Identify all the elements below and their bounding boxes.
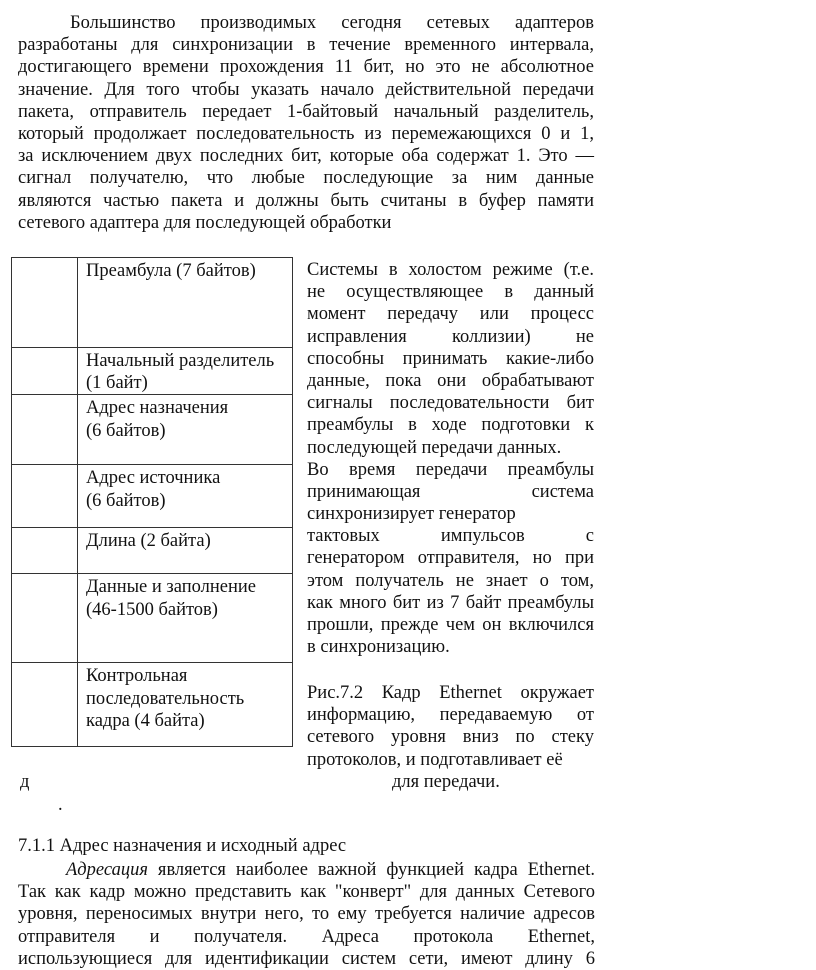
- intro-line: сигнал получателю, что любые последующие за ним данные: [18, 168, 594, 189]
- section-heading: 7.1.1 Адрес назначения и исходный адрес: [18, 836, 347, 856]
- frame-field-blank-cell: [12, 663, 78, 747]
- side-line: данные, пока они обрабатывают: [307, 370, 594, 391]
- side-line: этом получатель не знает о том,: [307, 570, 594, 591]
- frame-field-row: [12, 663, 293, 747]
- body-line: уровня, переносимых внутри него, то ему требуется наличие адресов: [18, 904, 595, 925]
- body-line: Так как кадр можно представить как "конверт" для данных Сетевого: [18, 882, 595, 903]
- side-line: не осуществляющее в данный: [307, 282, 594, 303]
- frame-field-blank-cell: [12, 465, 78, 528]
- side-line: прошли, прежде чем он включился: [307, 615, 594, 635]
- stray-letter: д: [20, 772, 30, 792]
- frame-field-blank-cell: [12, 258, 78, 348]
- body-line: использующиеся для идентификации систем сети, имеют длину 6: [18, 948, 595, 969]
- frame-field-row: [12, 258, 293, 348]
- frame-field-row: [12, 574, 293, 663]
- frame-field-length: Длина (2 байта): [78, 528, 293, 574]
- side-line: как много бит из 7 байт преамбулы: [307, 592, 594, 613]
- stray-dot: .: [58, 795, 63, 815]
- side-line: исправления коллизии) не: [307, 326, 594, 347]
- caption-line: для передачи.: [392, 771, 500, 792]
- italic-term: Адресация: [66, 860, 148, 880]
- ethernet-frame-table: [11, 257, 293, 747]
- intro-line: достигающего времени прохождения 11 бит, но это не абсолютное: [18, 57, 594, 78]
- frame-field-start-delimiter: Начальный разделитель (1 байт): [78, 348, 293, 395]
- side-line: момент передачу или процесс: [307, 304, 594, 325]
- frame-field-row: [12, 465, 293, 528]
- side-line: принимающая система: [307, 481, 594, 502]
- frame-field-data-padding: Данные и заполнение (46-1500 байтов): [78, 574, 293, 663]
- caption-line: Рис.7.2 Кадр Ethernet окружает: [307, 683, 594, 703]
- intro-line: являются частью пакета и должны быть считаны в буфер памяти: [18, 190, 594, 211]
- frame-field-fcs: Контрольная последовательность кадра (4 байта): [78, 663, 293, 747]
- frame-field-row: [12, 348, 293, 395]
- addressing-paragraph: [18, 859, 595, 970]
- side-line: генератором отправителя, но при: [307, 548, 594, 569]
- intro-line: за исключением двух последних бит, которые оба содержат 1. Это —: [18, 146, 594, 167]
- frame-field-destination-address: Адрес назначения (6 байтов): [78, 395, 293, 465]
- figure-caption: [307, 682, 594, 793]
- intro-line: сетевого адаптера для последующей обработки: [18, 212, 392, 233]
- intro-line: пакета, отправитель передает 1-байтовый начальный разделитель,: [18, 101, 594, 122]
- frame-field-preamble: Преамбула (7 байтов): [78, 258, 293, 348]
- side-line: способны принимать какие-либо: [307, 348, 594, 369]
- side-line: тактовых импульсов с: [307, 526, 594, 547]
- intro-line: значение. Для того чтобы указать начало действительной передачи: [18, 79, 594, 100]
- frame-field-blank-cell: [12, 574, 78, 663]
- frame-field-row: [12, 528, 293, 574]
- frame-field-source-address: Адрес источника (6 байтов): [78, 465, 293, 528]
- frame-field-blank-cell: [12, 395, 78, 465]
- body-line: Адресация является наиболее важной функцией кадра Ethernet.: [66, 860, 595, 880]
- caption-line: протоколов, и подготавливает её: [307, 749, 563, 770]
- side-line: в синхронизацию.: [307, 637, 450, 658]
- intro-line: Большинство производимых сегодня сетевых адаптеров: [70, 13, 594, 33]
- side-line: синхронизирует генератор: [307, 504, 516, 525]
- side-line: Системы в холостом режиме (т.е.: [307, 260, 594, 280]
- frame-field-blank-cell: [12, 348, 78, 395]
- body-line: отправителя и получателя. Адреса протокола Ethernet,: [18, 926, 595, 947]
- frame-field-row: [12, 395, 293, 465]
- side-explanation-text: [307, 259, 594, 658]
- caption-line: информацию, передаваемую от: [307, 705, 594, 726]
- side-line: Во время передачи преамбулы: [307, 459, 594, 480]
- side-line: последующей передачи данных.: [307, 437, 562, 458]
- intro-line: разработаны для синхронизации в течение временного интервала,: [18, 35, 594, 56]
- frame-field-blank-cell: [12, 528, 78, 574]
- intro-paragraph: [18, 12, 594, 234]
- side-line: сигналы последовательности бит: [307, 393, 594, 414]
- caption-line: сетевого уровня вниз по стеку: [307, 727, 594, 748]
- side-line: преамбулы в ходе подготовки к: [307, 415, 594, 436]
- intro-line: который продолжает последовательность из перемежающихся 0 и 1,: [18, 123, 594, 144]
